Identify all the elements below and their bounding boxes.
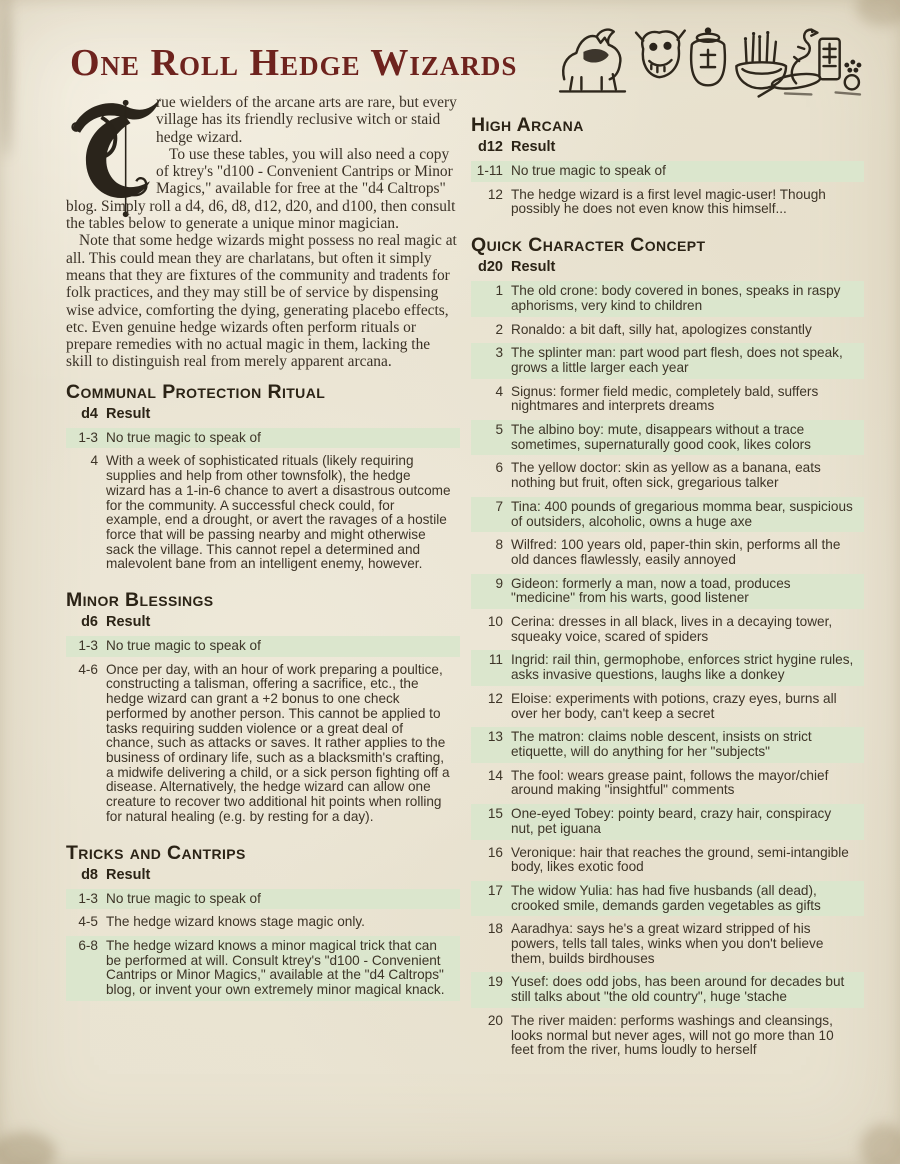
row-roll: 16 bbox=[487, 844, 503, 860]
table-row bbox=[471, 382, 864, 417]
row-text: The hedge wizard is a first level magic-user! Though possibly he does not even know this himself... bbox=[511, 186, 826, 217]
result-label: Result bbox=[106, 614, 151, 631]
dropcap-initial-T bbox=[66, 94, 156, 195]
table-header-row bbox=[66, 404, 460, 425]
table-row bbox=[66, 660, 460, 828]
row-text: Veronique: hair that reaches the ground, semi-intangible body, likes exotic food bbox=[511, 844, 849, 875]
row-text: The albino boy: mute, disappears without a trace sometimes, supernaturally good cook, likes colors bbox=[511, 422, 811, 452]
table-row bbox=[471, 420, 864, 455]
parchment-edge-smudge bbox=[2, 0, 11, 158]
result-label: Result bbox=[511, 259, 556, 276]
table-row bbox=[471, 727, 864, 762]
row-roll: 4 bbox=[495, 383, 503, 399]
trinkets-illustration bbox=[550, 16, 864, 102]
row-text: The hedge wizard knows stage magic only. bbox=[106, 914, 365, 930]
table-header-row bbox=[471, 137, 864, 158]
row-text: Signus: former field medic, completely bald, suffers nightmares and interprets dreams bbox=[511, 383, 819, 414]
table-row bbox=[471, 535, 864, 570]
row-text: The fool: wears grease paint, follows the mayor/chief around making "insightful" comments bbox=[511, 767, 829, 798]
row-roll: 12 bbox=[487, 186, 503, 202]
intro-text bbox=[66, 94, 460, 371]
row-roll: 12 bbox=[487, 690, 503, 706]
row-roll: 8 bbox=[495, 537, 503, 553]
table-row bbox=[471, 972, 864, 1007]
row-text: Wilfred: 100 years old, paper-thin skin, performs all the old dances flawlessly, easily annoyed bbox=[511, 537, 841, 567]
table-row bbox=[471, 919, 864, 969]
row-roll: 17 bbox=[487, 882, 503, 898]
roll-table-minor-blessings bbox=[66, 589, 460, 827]
section-title: High Arcana bbox=[471, 114, 584, 136]
table-row bbox=[471, 281, 864, 316]
table-row bbox=[471, 804, 864, 839]
table-row bbox=[471, 650, 864, 685]
row-roll: 19 bbox=[487, 974, 503, 990]
row-text: Yusef: does odd jobs, has been around for decades but still talks about "the old country", huge 'stache bbox=[511, 974, 845, 1005]
intro-paragraph-1: rue wielders of the arcane arts are rare, but every village has its friendly reclusive witch or staid hedge wizard. bbox=[156, 94, 457, 146]
row-roll: 14 bbox=[487, 767, 503, 783]
row-roll: 6 bbox=[495, 460, 503, 476]
roll-table-high-arcana bbox=[471, 114, 864, 220]
roll-table-communal-protection-ritual bbox=[66, 381, 460, 575]
row-roll: 6-8 bbox=[78, 937, 98, 953]
row-roll: 13 bbox=[487, 729, 503, 745]
section-title: Minor Blessings bbox=[66, 589, 214, 612]
table-row bbox=[471, 161, 864, 182]
row-roll: 20 bbox=[487, 1012, 503, 1028]
row-text: One-eyed Tobey: pointy beard, crazy hair, conspiracy nut, pet iguana bbox=[511, 806, 832, 836]
row-roll: 9 bbox=[495, 575, 503, 591]
table-row bbox=[66, 889, 460, 910]
table-row bbox=[471, 689, 864, 724]
table-row bbox=[471, 843, 864, 878]
row-roll: 4-6 bbox=[78, 661, 98, 677]
row-text: The hedge wizard knows a minor magical trick that can be performed at will. Consult ktrey's "d100 - Convenient Cantrips or Minor Magics," available at the "d4 Caltrops" blog, or invent your own extremely minor magical knack. bbox=[106, 937, 445, 998]
row-roll: 11 bbox=[488, 652, 503, 668]
row-text: The old crone: body covered in bones, speaks in raspy aphorisms, very kind to children bbox=[511, 283, 841, 313]
table-header-row bbox=[66, 612, 460, 633]
row-text: Aaradhya: says he's a great wizard stripped of his powers, tells tall tales, winks when you don't believe them, builds birdhouses bbox=[511, 921, 824, 966]
table-row bbox=[471, 612, 864, 647]
row-roll: 1-3 bbox=[78, 638, 98, 654]
row-roll: 4 bbox=[90, 453, 98, 469]
row-text: The yellow doctor: skin as yellow as a banana, eats nothing but fruit, often sick, gregarious talker bbox=[511, 460, 821, 491]
table-row bbox=[471, 458, 864, 493]
row-roll: 10 bbox=[487, 614, 503, 630]
table-row bbox=[471, 320, 864, 341]
table-header-row bbox=[471, 257, 864, 278]
right-tables bbox=[471, 114, 864, 1061]
table-row bbox=[66, 428, 460, 449]
left-tables bbox=[66, 381, 460, 1001]
row-text: The splinter man: part wood part flesh, does not speak, grows a little larger each year bbox=[511, 345, 843, 375]
row-text: Ronaldo: a bit daft, silly hat, apologizes constantly bbox=[511, 321, 812, 337]
row-roll: 1 bbox=[495, 283, 503, 299]
row-text: Gideon: formerly a man, now a toad, produces "medicine" from his warts, good listener bbox=[511, 575, 791, 606]
row-text: Eloise: experiments with potions, crazy eyes, burns all over her body, can't keep a secret bbox=[511, 690, 837, 721]
table-row bbox=[66, 451, 460, 575]
table-row bbox=[471, 766, 864, 801]
left-column bbox=[66, 94, 460, 1005]
roll-table-tricks-and-cantrips bbox=[66, 842, 460, 1001]
intro-paragraph-3: Note that some hedge wizards might possess no real magic at all. This could mean they are charlatans, but often it simply means that they are fixtures of the community and tradents for folk practices, and they may still be of service by dispensing wise advice, comforting the dying, generating placebo effects, etc. Even genuine hedge wizards often perform rituals or prepare remedies with no actual magic in them, lacking the skill to distinguish real from merely apparent arcana. bbox=[66, 232, 457, 371]
row-text: The matron: claims noble descent, insists on strict etiquette, will do anything for her "subjects" bbox=[511, 729, 812, 759]
die-label: d8 bbox=[81, 866, 98, 883]
row-roll: 1-3 bbox=[78, 890, 98, 906]
table-row bbox=[471, 343, 864, 378]
row-text: Once per day, with an hour of work preparing a poultice, constructing a talisman, offering a sacrifice, etc., the hedge wizard can grant a +2 bonus to one check performed by another person. This cannot be applied to tasks requiring sudden violence or a great deal of chance, such as attacks or saves. It rather applies to the business of ordinary life, such as a blacksmith's crafting, a midwife delivering a child, or a sick person fighting off a disease. Alternatively, the hedge wizard can allow one creature to recover two additional hit points when rolling for natural healing (e.g. by resting for a day). bbox=[106, 661, 450, 824]
table-header-row bbox=[66, 865, 460, 886]
row-text: No true magic to speak of bbox=[106, 429, 261, 445]
section-title: Tricks and Cantrips bbox=[66, 841, 246, 864]
row-text: The river maiden: performs washings and cleansings, looks normal but never ages, will not go more than 10 feet from the river, hums loudly to herself bbox=[511, 1012, 834, 1058]
result-label: Result bbox=[106, 405, 151, 422]
die-label: d20 bbox=[478, 259, 503, 276]
row-text: With a week of sophisticated rituals (likely requiring supplies and help from other townsfolk), the hedge wizard has a 1-in-6 chance to avert a disastrous outcome for the community. A successful check could, for example, end a drought, or avert the ravages of a hostile force that will be passing nearby and might otherwise sack the village. This cannot repel a determined and malevolent bane from an intelligent enemy, however. bbox=[106, 453, 451, 572]
right-column bbox=[471, 114, 864, 1065]
row-roll: 18 bbox=[487, 921, 503, 937]
row-roll: 1-11 bbox=[476, 163, 503, 178]
table-row bbox=[471, 1011, 864, 1061]
table-row bbox=[66, 636, 460, 657]
die-label: d12 bbox=[478, 139, 503, 155]
row-roll: 4-5 bbox=[78, 914, 98, 930]
row-roll: 15 bbox=[487, 806, 503, 822]
row-roll: 5 bbox=[495, 422, 503, 438]
parchment-edge-smudge bbox=[860, 1124, 900, 1164]
die-label: d4 bbox=[81, 405, 98, 422]
table-row bbox=[471, 574, 864, 609]
row-roll: 3 bbox=[495, 345, 503, 361]
die-label: d6 bbox=[81, 614, 98, 631]
result-label: Result bbox=[106, 866, 151, 883]
page-title: One Roll Hedge Wizards bbox=[70, 42, 518, 84]
parchment-edge-smudge bbox=[0, 1132, 56, 1164]
row-roll: 7 bbox=[495, 498, 503, 514]
intro-paragraph-2: To use these tables, you will also need a copy of ktrey's "d100 - Convenient Cantrips or Minor Magics," available for free at the "d4 Caltrops" blog. Simply roll a d4, d6, d8, d12, d20, and d100, then consult the tables below to generate a unique minor magician. bbox=[66, 145, 456, 233]
table-row bbox=[66, 936, 460, 1001]
row-text: The widow Yulia: has had five husbands (all dead), crooked smile, demands garden vegetables as gifts bbox=[511, 882, 821, 913]
table-row bbox=[66, 912, 460, 933]
row-text: No true magic to speak of bbox=[511, 163, 666, 178]
row-text: Ingrid: rail thin, germophobe, enforces strict hygine rules, asks invasive questions, laughs like a donkey bbox=[511, 652, 854, 683]
section-title: Communal Protection Ritual bbox=[66, 380, 326, 403]
section-title: Quick Character Concept bbox=[471, 234, 706, 257]
table-row bbox=[471, 881, 864, 916]
row-text: No true magic to speak of bbox=[106, 890, 261, 906]
row-text: Cerina: dresses in all black, lives in a decaying tower, squeaky voice, scared of spiders bbox=[511, 614, 833, 644]
row-roll: 2 bbox=[495, 321, 503, 337]
table-row bbox=[471, 497, 864, 532]
roll-table-quick-character-concept bbox=[471, 234, 864, 1061]
row-text: Tina: 400 pounds of gregarious momma bear, suspicious of outsiders, alcoholic, owns a huge axe bbox=[511, 498, 853, 529]
result-label: Result bbox=[511, 139, 556, 155]
row-roll: 1-3 bbox=[78, 429, 98, 445]
table-row bbox=[471, 185, 864, 220]
row-text: No true magic to speak of bbox=[106, 638, 261, 654]
trinkets-sketch-svg bbox=[550, 16, 864, 102]
